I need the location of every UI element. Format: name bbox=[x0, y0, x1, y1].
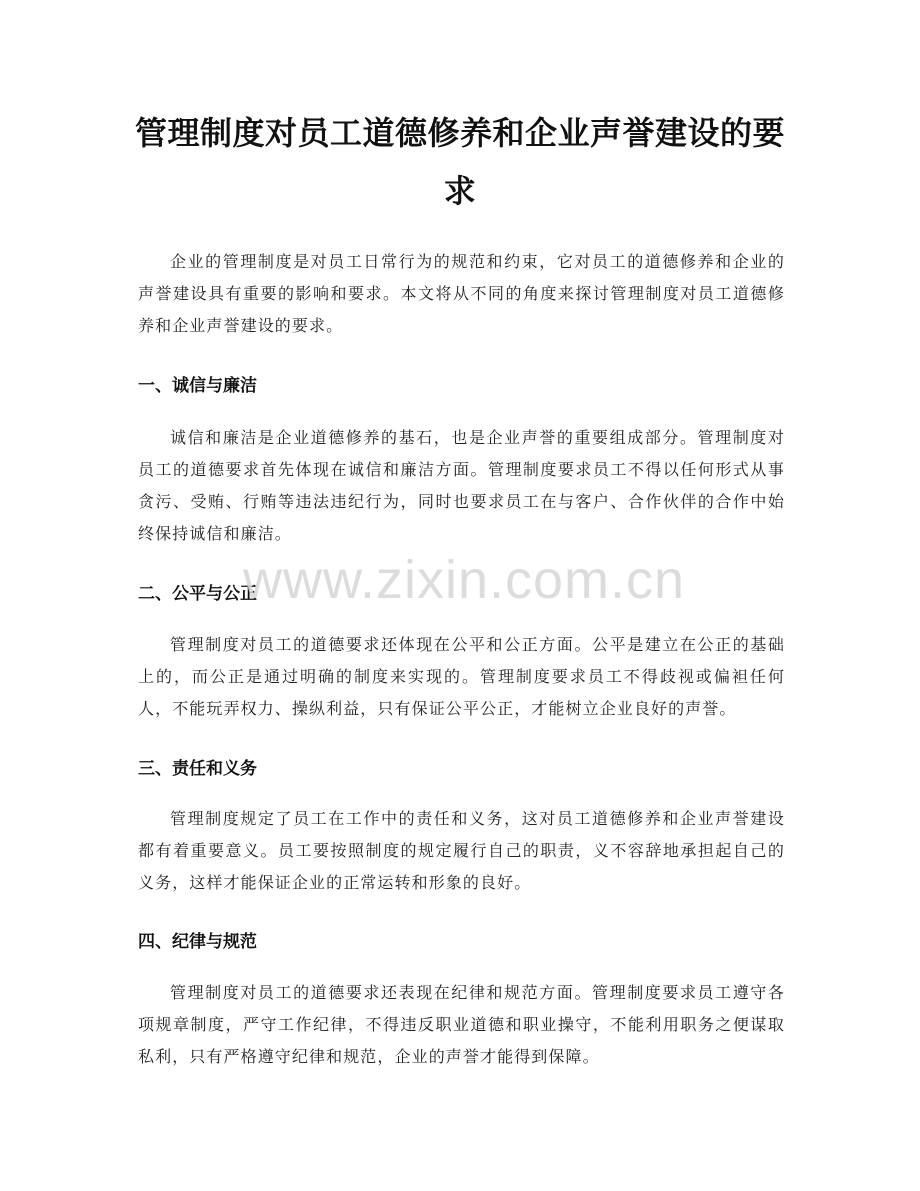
section-body-discipline: 管理制度对员工的道德要求还表现在纪律和规范方面。管理制度要求员工遵守各项规章制度，严守工作纪律，不得违反职业道德和职业操守，不能利用职务之便谋取私利，只有严格遵守纪律和规范，企业的声誉才能得到保障。 bbox=[138, 983, 785, 1066]
section-body-responsibility: 管理制度规定了员工在工作中的责任和义务，这对员工道德修养和企业声誉建设都有着重要意义。员工要按照制度的规定履行自己的职责，义不容辞地承担起自己的义务，这样才能保证企业的正常运转和形象的良好。 bbox=[138, 809, 785, 892]
intro-paragraph: 企业的管理制度是对员工日常行为的规范和约束，它对员工的道德修养和企业的声誉建设具有重要的影响和要求。本文将从不同的角度来探讨管理制度对员工道德修养和企业声誉建设的要求。 bbox=[138, 252, 785, 335]
section-heading-discipline: 四、纪律与规范 bbox=[138, 932, 257, 952]
section-heading-integrity: 一、诚信与廉洁 bbox=[138, 376, 257, 396]
watermark-text: www.zixin.com.cn bbox=[242, 550, 686, 610]
section-body-fairness: 管理制度对员工的道德要求还体现在公平和公正方面。公平是建立在公正的基础上的，而公正是通过明确的制度来实现的。管理制度要求员工不得歧视或偏袒任何人，不能玩弄权力、操纵利益，只有保证公平公正，才能树立企业良好的声誉。 bbox=[138, 635, 785, 718]
document-title: 管理制度对员工道德修养和企业声誉建设的要求 bbox=[134, 114, 785, 210]
section-body-integrity: 诚信和廉洁是企业道德修养的基石，也是企业声誉的重要组成部分。管理制度对员工的道德要求首先体现在诚信和廉洁方面。管理制度要求员工不得以任何形式从事贪污、受贿、行贿等违法违纪行为，同时也要求员工在与客户、合作伙伴的合作中始终保持诚信和廉洁。 bbox=[138, 428, 785, 543]
section-heading-responsibility: 三、责任和义务 bbox=[138, 759, 257, 779]
section-heading-fairness: 二、公平与公正 bbox=[138, 584, 257, 604]
